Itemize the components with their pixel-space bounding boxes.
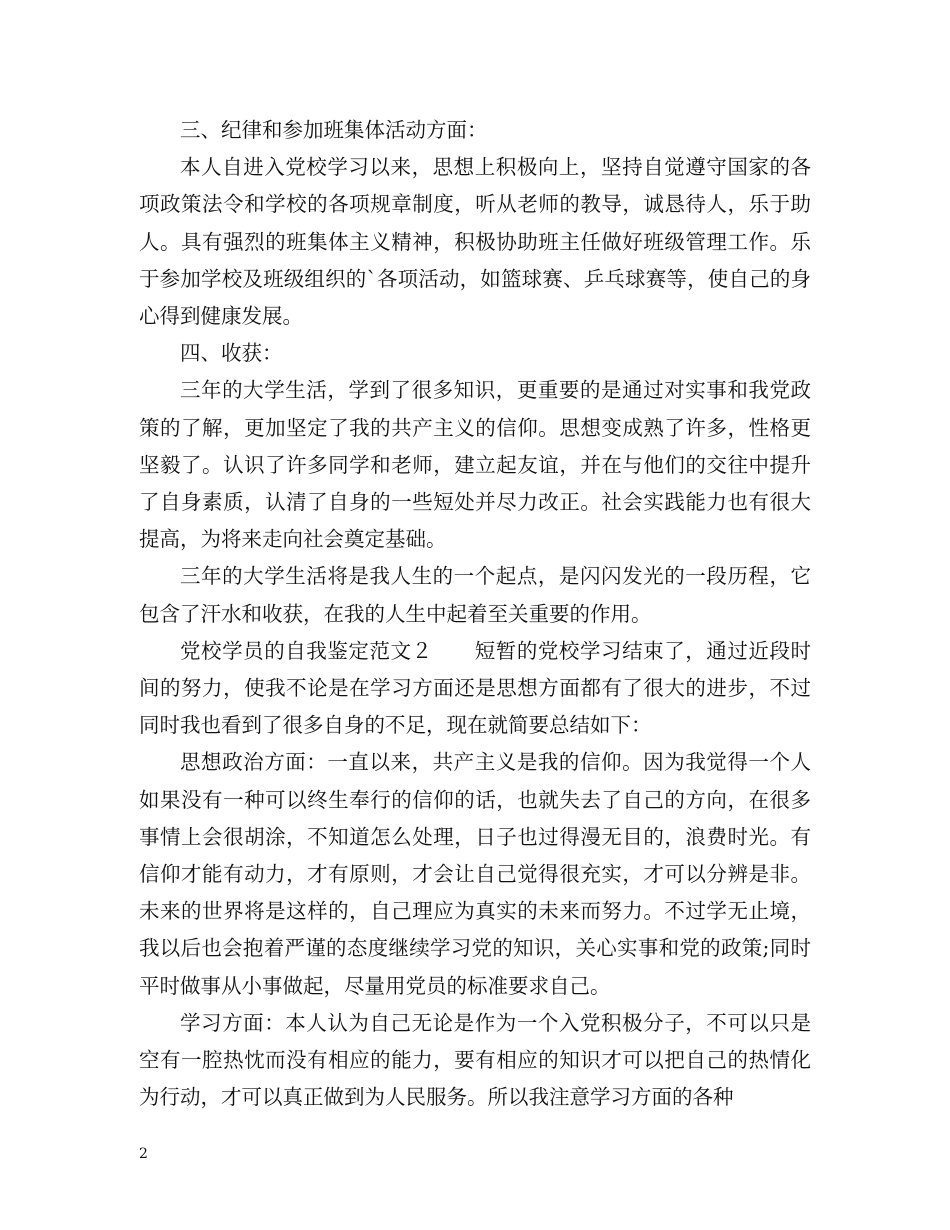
section-heading-discipline: 三、纪律和参加班集体活动方面： (180, 118, 488, 142)
page-number: 2 (139, 1146, 148, 1162)
paragraph-summary: 三年的大学生活将是我人生的一个起点，是闪闪发光的一段历程，它包含了汗水和收获，在我的人生中起着至关重要的作用。 (139, 564, 811, 626)
section-heading-gains: 四、收获： (180, 341, 283, 366)
paragraph-discipline: 本人自进入党校学习以来，思想上积极向上，坚持自觉遵守国家的各项政策法令和学校的各项规章制度，听从老师的教导，诚恳待人，乐于助人。具有强烈的班集体主义精神，积极协助班主任做好班级管理工作。乐于参加学校及班级组织的`各项活动，如篮球赛、乒乓球赛等，使自己的身心得到健康发展。 (139, 155, 811, 329)
paragraph-gains: 三年的大学生活，学到了很多知识，更重要的是通过对实事和我党政策的了解，更加坚定了我的共产主义的信仰。思想变成熟了许多，性格更坚毅了。认识了许多同学和老师，建立起友谊，并在与他们的交往中提升了自身素质，认清了自身的一些短处并尽力改正。社会实践能力也有很大提高，为将来走向社会奠定基础。 (139, 378, 811, 552)
paragraph-political-thought: 思想政治方面：一直以来，共产主义是我的信仰。因为我觉得一个人如果没有一种可以终生奉行的信仰的话，也就失去了自己的方向，在很多事情上会很胡涂，不知道怎么处理，日子也过得漫无目的，浪费时光。有信仰才能有动力，才有原则，才会让自己觉得很充实，才可以分辨是非。未来的世界将是这样的，自己理应为真实的未来而努力。不过学无止境，我以后也会抱着严谨的态度继续学习党的知识，关心实事和党的政策;同时平时做事从小事做起，尽量用党员的标准要求自己。 (139, 750, 811, 998)
document-body (139, 112, 811, 1116)
paragraph-sample-2-intro: 党校学员的自我鉴定范文２ 短暂的党校学习结束了，通过近段时间的努力，使我不论是在学习方面还是思想方面都有了很大的进步，不过同时我也看到了很多自身的不足，现在就简要总结如下： (139, 638, 811, 738)
paragraph-study: 学习方面：本人认为自己无论是作为一个入党积极分子，不可以只是空有一腔热忱而没有相应的能力，要有相应的知识才可以把自己的热情化为行动，才可以真正做到为人民服务。所以我注意学习方面的各种 (139, 1010, 811, 1110)
